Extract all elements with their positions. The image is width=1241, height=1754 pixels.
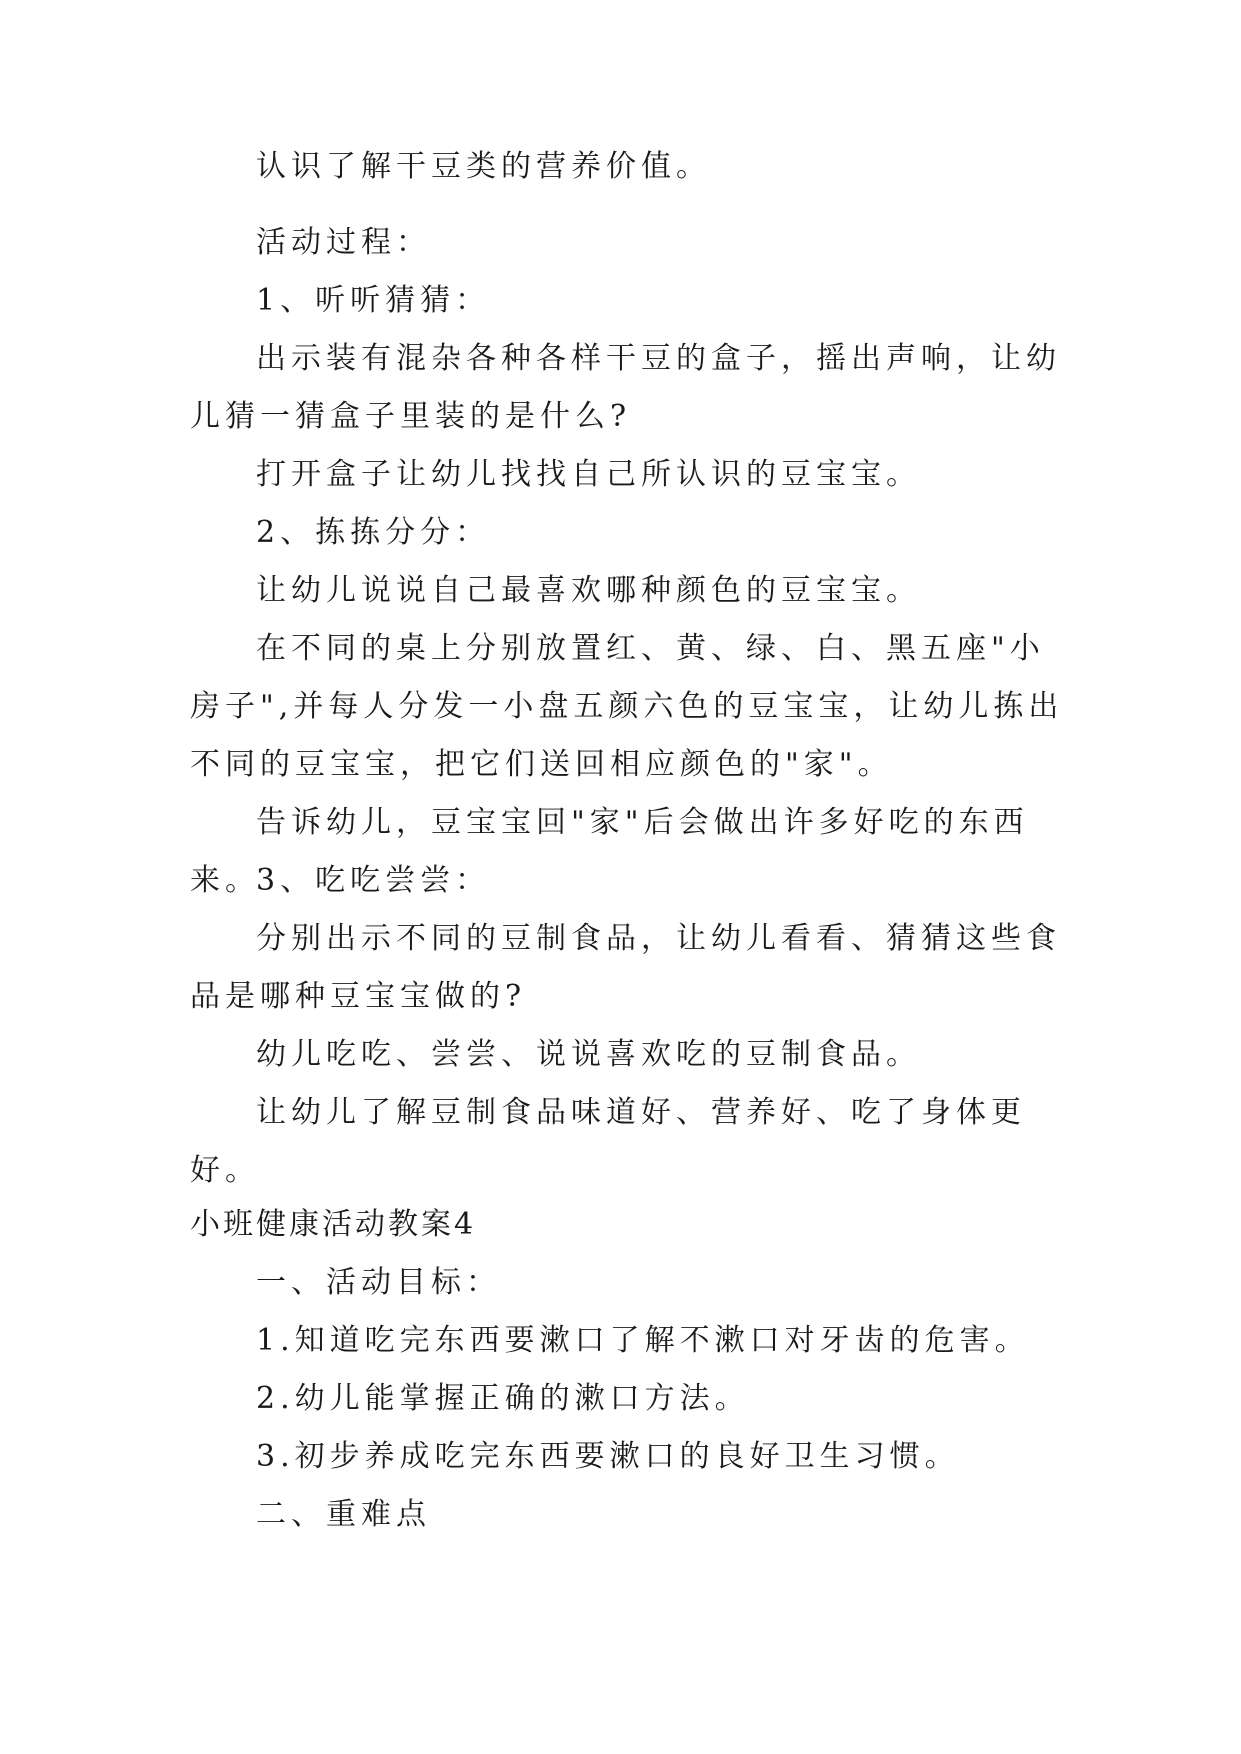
paragraph-show-foods: 分别出示不同的豆制食品，让幼儿看看、猜猜这些食品是哪种豆宝宝做的? (190, 921, 1061, 1014)
paragraph-key-points: 二、重难点 (256, 1497, 431, 1532)
paragraph-tell-children: 告诉幼儿，豆宝宝回"家"后会做出许多好吃的东西来。 (190, 805, 1029, 898)
paragraph-understand-benefits: 让幼儿了解豆制食品味道好、营养好、吃了身体更好。 (190, 1095, 1026, 1188)
paragraph-open-box: 打开盒子让幼儿找找自己所认识的豆宝宝。 (256, 457, 921, 492)
paragraph-step-3: 3、吃吃尝尝： (256, 863, 491, 898)
paragraph-nutrition: 认识了解干豆类的营养价值。 (256, 149, 711, 184)
paragraph-sort-beans: 在不同的桌上分别放置红、黄、绿、白、黑五座"小房子",并每人分发一小盘五颜六色的豆宝宝，让幼儿拣出不同的豆宝宝，把它们送回相应颜色的"家"。 (190, 631, 1064, 782)
paragraph-goals-heading: 一、活动目标： (256, 1265, 501, 1300)
paragraph-step-1: 1、听听猜猜： (256, 283, 491, 318)
paragraph-show-box: 出示装有混杂各种各样干豆的盒子，摇出声响，让幼儿猜一猜盒子里装的是什么? (190, 341, 1061, 434)
paragraph-process-heading: 活动过程： (256, 225, 431, 260)
paragraph-goal-2: 2.幼儿能掌握正确的漱口方法。 (256, 1381, 750, 1416)
section-title: 小班健康活动教案4 (190, 1207, 477, 1242)
paragraph-taste-foods: 幼儿吃吃、尝尝、说说喜欢吃的豆制食品。 (256, 1037, 921, 1072)
paragraph-goal-1: 1.知道吃完东西要漱口了解不漱口对牙齿的危害。 (256, 1323, 1030, 1358)
paragraph-step-2: 2、拣拣分分： (256, 515, 491, 550)
paragraph-favorite-color: 让幼儿说说自己最喜欢哪种颜色的豆宝宝。 (256, 573, 921, 608)
paragraph-goal-3: 3.初步养成吃完东西要漱口的良好卫生习惯。 (256, 1439, 960, 1474)
